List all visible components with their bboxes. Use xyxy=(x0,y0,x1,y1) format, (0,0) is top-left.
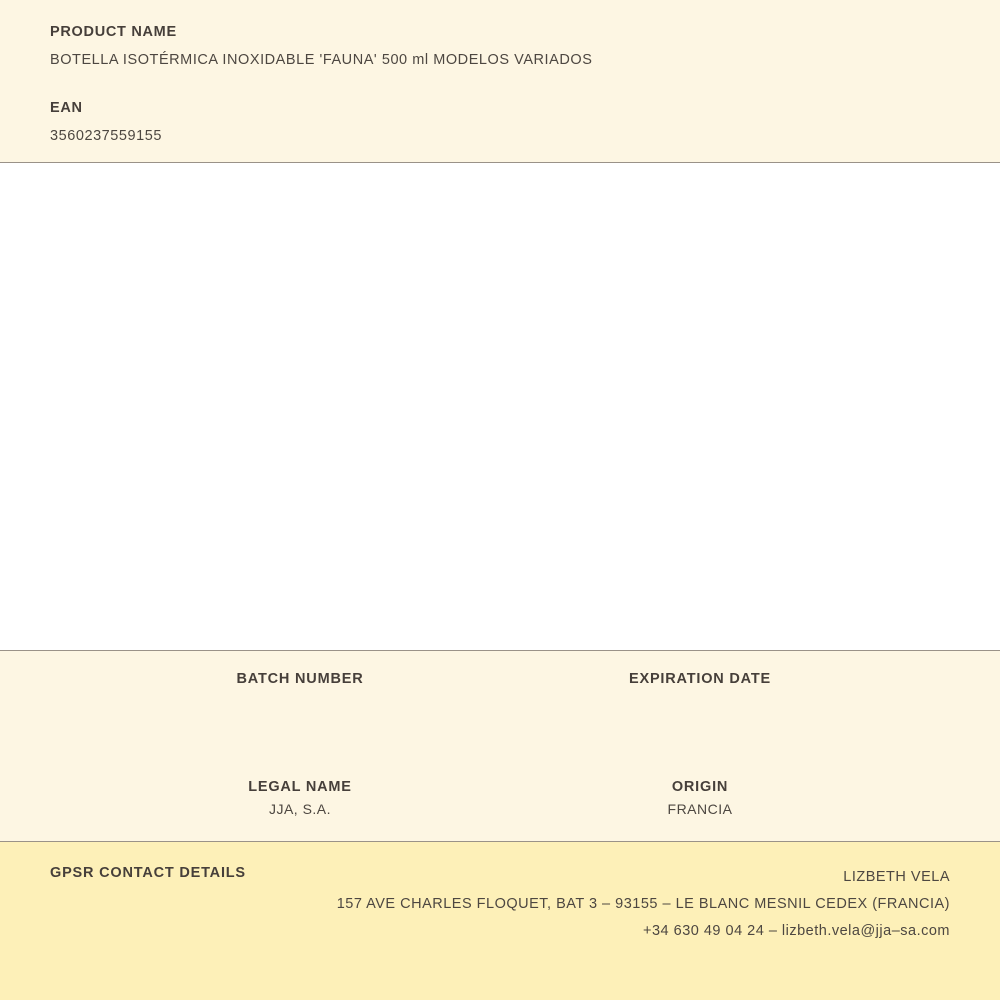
batch-number-label: BATCH NUMBER xyxy=(236,671,364,687)
product-name-label: PRODUCT NAME xyxy=(50,24,177,40)
expiration-date-value xyxy=(500,693,900,711)
product-header-block xyxy=(0,0,1000,163)
ean-label: EAN xyxy=(50,100,83,116)
batch-expiration-row xyxy=(0,671,1000,711)
batch-number-value xyxy=(100,693,500,711)
gpsr-footer xyxy=(0,842,1000,1000)
origin-label: ORIGIN xyxy=(671,779,729,795)
origin-cell xyxy=(500,779,900,819)
legal-name-label: LEGAL NAME xyxy=(248,779,352,795)
header-spacer xyxy=(50,68,950,100)
row-left-spacer-2 xyxy=(0,779,100,819)
legal-name-value: JJA, S.A. xyxy=(268,801,332,817)
legal-name-cell xyxy=(100,779,500,819)
batch-number-cell xyxy=(100,671,500,711)
product-details-block xyxy=(0,651,1000,842)
legal-origin-row xyxy=(0,779,1000,819)
expiration-date-label: EXPIRATION DATE xyxy=(629,671,771,687)
gpsr-contact-label: GPSR CONTACT DETAILS xyxy=(50,865,246,881)
origin-value: FRANCIA xyxy=(667,801,733,817)
gpsr-contact-details xyxy=(337,864,950,945)
gpsr-address: 157 AVE CHARLES FLOQUET, BAT 3 – 93155 – LE BLANC MESNIL CEDEX (FRANCIA) xyxy=(336,896,950,912)
product-image-area xyxy=(0,163,1000,651)
ean-value: 3560237559155 xyxy=(50,128,162,144)
product-name-value: BOTELLA ISOTÉRMICA INOXIDABLE 'FAUNA' 500 ml MODELOS VARIADOS xyxy=(50,52,593,68)
gpsr-contact-name: LIZBETH VELA xyxy=(843,869,950,885)
expiration-date-cell xyxy=(500,671,900,711)
row-left-spacer xyxy=(0,671,100,711)
gpsr-phone-email: +34 630 49 04 24 – lizbeth.vela@jja–sa.com xyxy=(643,923,950,939)
